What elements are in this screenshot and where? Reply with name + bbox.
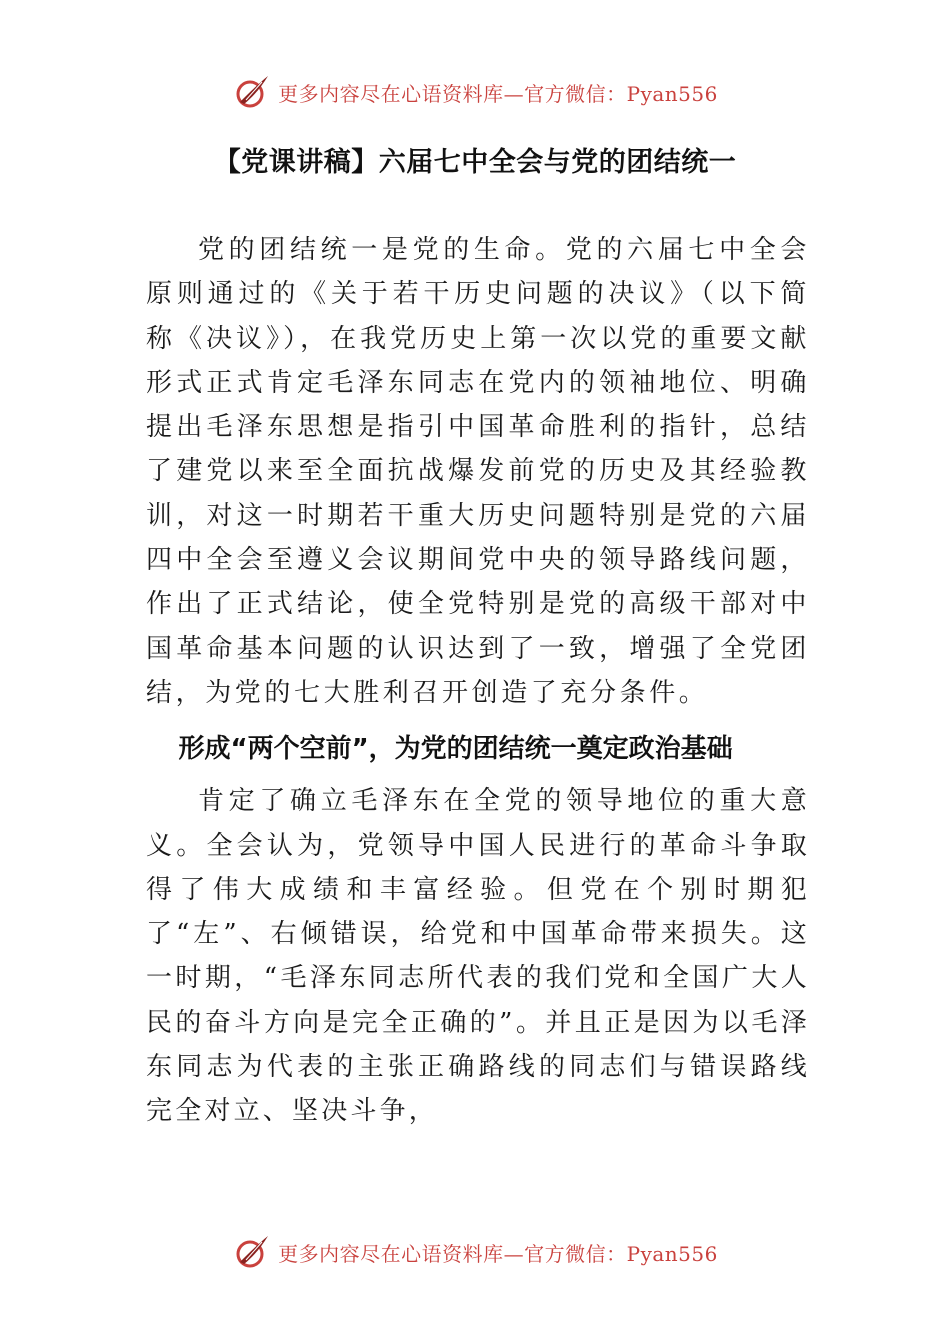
- section-heading: 形成“两个空前”，为党的团结统一奠定政治基础: [178, 734, 733, 765]
- quill-logo-icon: [232, 1232, 272, 1272]
- footer-banner: [0, 1230, 950, 1274]
- header-banner-text: 更多内容尽在心语资料库—官方微信：Pyan556: [278, 81, 718, 106]
- footer-banner-text: 更多内容尽在心语资料库—官方微信：Pyan556: [278, 1241, 718, 1266]
- section-paragraph: 肯定了确立毛泽东在全党的领导地位的重大意义。全会认为，党领导中国人民进行的革命斗争取得了伟大成绩和丰富经验。但党在个别时期犯了“左”、右倾错误，给党和中国革命带来损失。这一时期，“毛泽东同志所代表的我们党和全国广大人民的奋斗方向是完全正确的”。并且正是因为以毛泽东同志为代表的主张正确路线的同志们与错误路线完全对立、坚决斗争，: [146, 786, 810, 1127]
- intro-paragraph: 党的团结统一是党的生命。党的六届七中全会原则通过的《关于若干历史问题的决议》（以下简称《决议》），在我党历史上第一次以党的重要文献形式正式肯定毛泽东同志在党内的领袖地位、明确提出毛泽东思想是指引中国革命胜利的指针，总结了建党以来至全面抗战爆发前党的历史及其经验教训，对这一时期若干重大历史问题特别是党的六届四中全会至遵义会议期间党中央的领导路线问题，作出了正式结论，使全党特别是党的高级干部对中国革命基本问题的认识达到了一致，增强了全党团结，为党的七大胜利召开创造了充分条件。: [146, 235, 810, 708]
- quill-logo-icon: [232, 72, 272, 112]
- header-banner: [0, 70, 950, 114]
- document-title: 【党课讲稿】六届七中全会与党的团结统一: [213, 147, 737, 178]
- document-body: [146, 228, 810, 1134]
